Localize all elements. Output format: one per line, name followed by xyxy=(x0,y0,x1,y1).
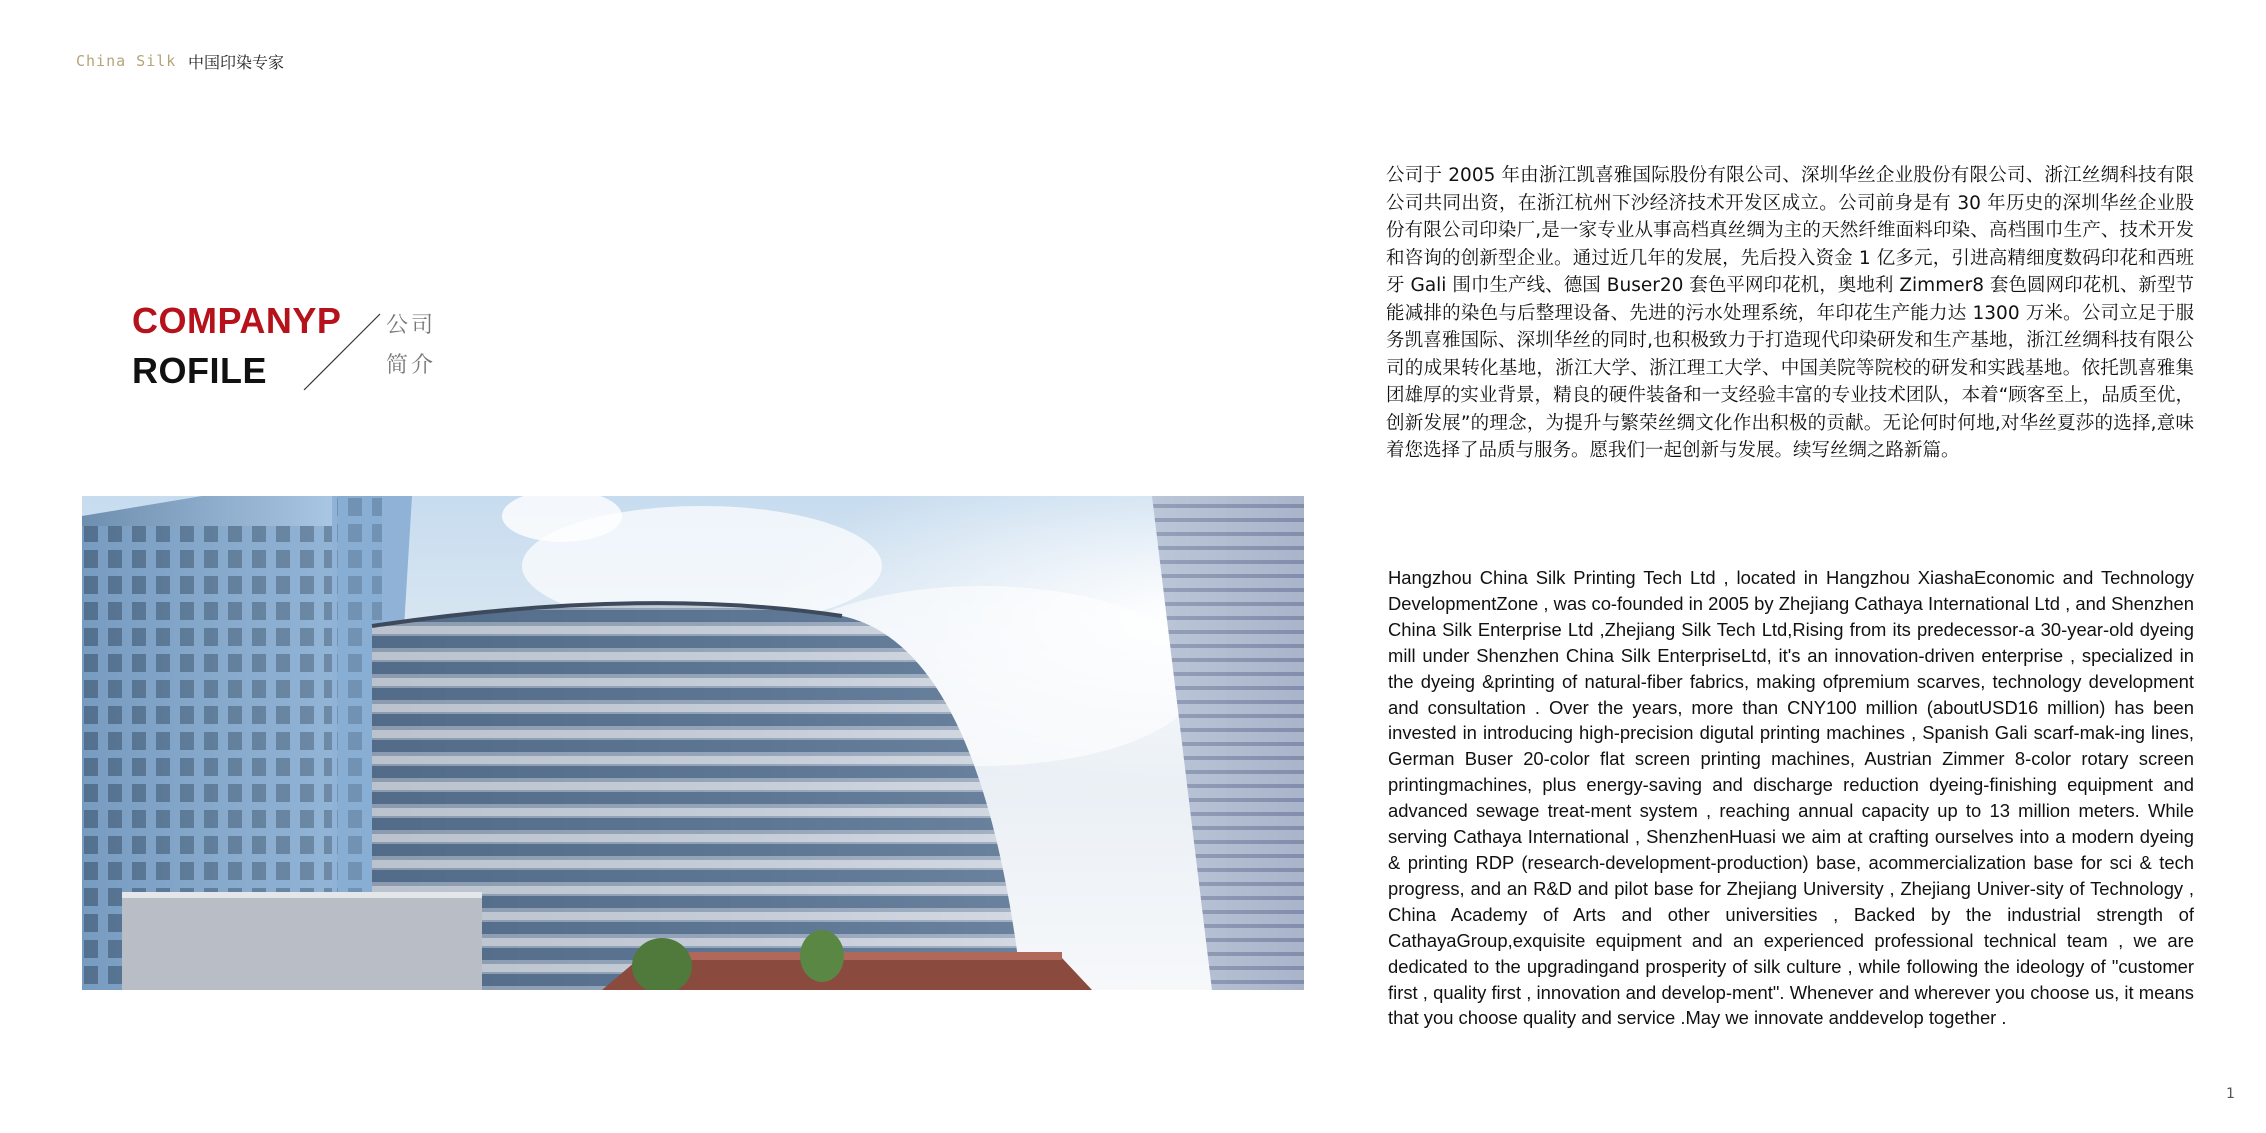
brand-name: China Silk xyxy=(76,52,177,70)
office-building-photo xyxy=(82,496,1304,990)
company-profile-en: Hangzhou China Silk Printing Tech Ltd , located in Hangzhou XiashaEconomic and Technology DevelopmentZone , was co-founded in 2005 by Zhejiang Cathaya International Ltd , and Shenzhen China Silk Enterprise Ltd ,Zhejiang Silk Tech Ltd,Rising from its predecessor-a 30-year-old dyeing mill under Shenzhen China Silk EnterpriseLtd, it's an innovation-driven enterprise , specialized in the dyeing &printing of natural-fiber fabrics, making ofpremium scarves, technology development and consultation . Over the years, more than CNY100 million (aboutUSD16 million) has been invested in introducing high-precision digutal printing machines , Spanish Gali scarf-mak-ing lines, German Buser 20-color flat screen printing machines, Austrian Zimmer 8-color rotary screen printingmachines, plus energy-saving and discharge reduction dyeing-finishing equipment and advanced sewage treat-ment system , reaching annual capacity up to 13 million meters. While serving Cathaya International , ShenzhenHuasi we aim at crafting ourselves into a modern dyeing & printing RDP (research-development-production) base, acommercialization base for sci & tech progress, and an R&D and pilot base for Zhejiang University , Zhejiang Univer-sity of Technology , China Academy of Arts and other universities , Backed by the industrial strength of CathayaGroup,exquisite equipment and an experienced professional technical team , we are dedicated to the upgradingand prosperity of silk culture , while following the ideology of "customer first , quality first , innovation and develop-ment". Whenever and wherever you choose us, it means that you choose quality and service .May we innovate anddevelop together . xyxy=(1388,567,2194,1029)
section-title xyxy=(132,300,472,400)
brand-tagline: 中国印染专家 xyxy=(188,53,285,72)
title-line-1: COMPANYP xyxy=(132,300,342,341)
title-cn-line-1: 公司 xyxy=(386,313,437,338)
title-slash-divider xyxy=(288,312,388,392)
page-number: 1 xyxy=(2226,1086,2235,1102)
title-cn-line-2: 简介 xyxy=(386,353,437,378)
title-line-2: ROFILE xyxy=(132,350,267,391)
company-profile-cn: 公司于 2005 年由浙江凯喜雅国际股份有限公司、深圳华丝企业股份有限公司、浙江丝绸科技有限公司共同出资，在浙江杭州下沙经济技术开发区成立。公司前身是有 30 年历史的深圳华丝企业股份有限公司印染厂,是一家专业从事高档真丝绸为主的天然纤维面料印染、高档围巾生产、技术开发和咨询的创新型企业。通过近几年的发展，先后投入资金 1 亿多元，引进高精细度数码印花和西班牙 Gali 围巾生产线、德国 Buser20 套色平网印花机，奥地利 Zimmer8 套色圆网印花机、新型节能减排的染色与后整理设备、先进的污水处理系统，年印花生产能力达 1300 万米。公司立足于服务凯喜雅国际、深圳华丝的同时,也积极致力于打造现代印染研发和生产基地，浙江丝绸科技有限公司的成果转化基地，浙江大学、浙江理工大学、中国美院等院校的研发和实践基地。依托凯喜雅集团雄厚的实业背景，精良的硬件装备和一支经验丰富的专业技术团队，本着“顾客至上，品质至优，创新发展”的理念，为提升与繁荣丝绸文化作出积极的贡献。无论何时何地,对华丝夏莎的选择,意味着您选择了品质与服务。愿我们一起创新与发展。续写丝绸之路新篇。 xyxy=(1386,165,2194,461)
